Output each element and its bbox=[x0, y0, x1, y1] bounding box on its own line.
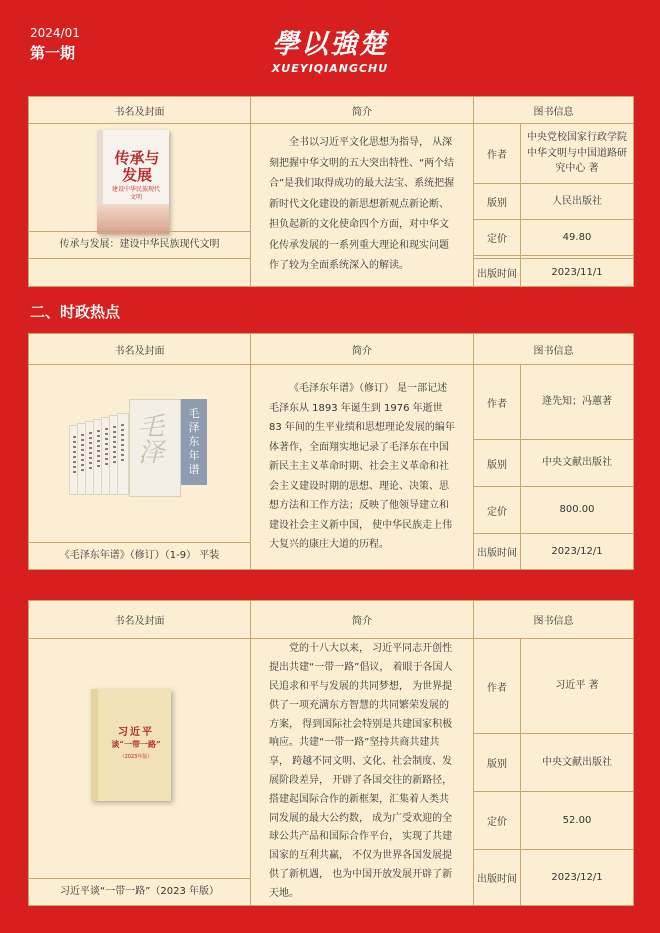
date-value: 2023/11/1 bbox=[521, 259, 634, 287]
book-intro: 《毛泽东年谱》（修订） 是一部记述毛泽东从 1893 年诞生到 1976 年逝世 83 年间的生平业绩和思想理论发展的编年体著作，全面翔实地记录了毛泽东在中国新民主主义革命时期、社会主义革命和社会主义建设时期的思想、理论、决策、思想方法和工作方法；反映了他领导建立和建设社会主义新中国， 使中华民族走上伟大复兴的康庄大道的历程。 bbox=[251, 365, 474, 570]
book-table-3 bbox=[28, 600, 634, 906]
col-header-info: 图书信息 bbox=[474, 601, 634, 639]
col-header-intro: 简介 bbox=[251, 601, 474, 639]
page-header bbox=[0, 0, 660, 90]
issue-date: 2024/01 bbox=[30, 26, 80, 40]
publisher-value: 人民出版社 bbox=[521, 184, 634, 220]
author-value: 中央党校国家行政学院中华文明与中国道路研究中心 著 bbox=[521, 124, 634, 184]
section-title: 二、时政热点 bbox=[30, 303, 121, 321]
publisher-value: 中央文献出版社 bbox=[521, 734, 634, 792]
price-label: 定价 bbox=[474, 220, 521, 256]
book-intro: 党的十八大以来， 习近平同志开创性提出共建“一带一路”倡议， 着眼于各国人民追求和平与发展的共同梦想， 为世界提供了一项充满东方智慧的共同繁荣发展的方案， 得到国际社会特别是共建国家积极响应。共建“一带一路”坚持共商共建共享， 跨越不同文明、文化、社会制度、发展阶段差异， 开辟了各国交往的新路径， 搭建起国际合作的新框架，汇集着人类共同发展的最大公约数， 成为广受欢迎的全球公共产品和国际合作平台， 实现了共建国家的互利共赢， 不仅为世界各国发展提供了新机遇， 也为中国开放发展开辟了新天地。 bbox=[251, 639, 474, 906]
col-header-intro: 简介 bbox=[251, 97, 474, 124]
date-value: 2023/12/1 bbox=[521, 850, 634, 906]
book-cover-cell bbox=[29, 124, 251, 259]
book-cover-cell bbox=[29, 365, 251, 570]
col-header-intro: 简介 bbox=[251, 334, 474, 365]
price-label: 定价 bbox=[474, 487, 521, 534]
brand-logo-text: 學以強楚 bbox=[272, 29, 388, 60]
publisher-label: 版别 bbox=[474, 734, 521, 792]
book-cover-cell bbox=[29, 639, 251, 906]
book-title: 习近平谈“一带一路”（2023 年版） bbox=[29, 878, 250, 905]
publisher-value: 中央文献出版社 bbox=[521, 440, 634, 487]
col-header-info: 图书信息 bbox=[474, 97, 634, 124]
date-label: 出版时间 bbox=[474, 534, 521, 570]
book-title: 《毛泽东年谱》（修订）（1-9） 平装 bbox=[29, 542, 250, 569]
table-header-row bbox=[29, 334, 634, 365]
col-header-info: 图书信息 bbox=[474, 334, 634, 365]
brand-logo-pinyin: XUEYIQIANGCHU bbox=[271, 62, 389, 75]
col-header-cover: 书名及封面 bbox=[29, 334, 251, 365]
book-cover-subtitle: 谈“一带一路” bbox=[111, 739, 161, 749]
book-table-2 bbox=[28, 333, 634, 570]
book-title: 传承与发展：建设中华民族现代文明 bbox=[29, 231, 250, 258]
book-box-title: 毛泽东年谱 bbox=[188, 407, 200, 476]
author-label: 作者 bbox=[474, 124, 521, 184]
issue-number: 第一期 bbox=[30, 44, 76, 62]
table-header-row bbox=[29, 97, 634, 124]
date-label: 出版时间 bbox=[474, 850, 521, 906]
book-cover-title: 传承与发展 bbox=[114, 149, 160, 184]
author-label: 作者 bbox=[474, 639, 521, 734]
book-cover-edition: （2023年版） bbox=[119, 754, 153, 760]
author-value: 习近平 著 bbox=[521, 639, 634, 734]
price-value: 800.00 bbox=[521, 487, 634, 534]
price-value: 52.00 bbox=[521, 792, 634, 850]
book-table-1 bbox=[28, 96, 634, 287]
book-cover-image bbox=[97, 130, 169, 234]
author-value: 逄先知；冯蕙著 bbox=[521, 365, 634, 440]
price-value: 49.80 bbox=[521, 220, 634, 256]
book-set-image: 毛 泽 毛泽东年谱 bbox=[69, 393, 209, 495]
book-cover-image bbox=[91, 689, 171, 801]
publisher-label: 版别 bbox=[474, 440, 521, 487]
date-label: 出版时间 bbox=[474, 259, 521, 287]
book-intro: 全书以习近平文化思想为指导， 从深刻把握中华文明的五大突出特性、“两个结合”是我们取得成功的最大法宝、系统把握新时代文化建设的新思想新观点新论断、担负起新的文化使命四个方面，对中华文化传承发展的一系列重大理论和现实问题作了较为全面系统深入的解读。 bbox=[251, 124, 474, 287]
book-cover-subtitle: 建设中华民族现代文明 bbox=[111, 186, 160, 201]
price-label: 定价 bbox=[474, 792, 521, 850]
book-cover-title: 习近平 bbox=[118, 727, 154, 738]
col-header-cover: 书名及封面 bbox=[29, 97, 251, 124]
publisher-label: 版别 bbox=[474, 184, 521, 220]
date-value: 2023/12/1 bbox=[521, 534, 634, 570]
author-label: 作者 bbox=[474, 365, 521, 440]
table-header-row bbox=[29, 601, 634, 639]
brand-logo bbox=[0, 22, 660, 75]
col-header-cover: 书名及封面 bbox=[29, 601, 251, 639]
